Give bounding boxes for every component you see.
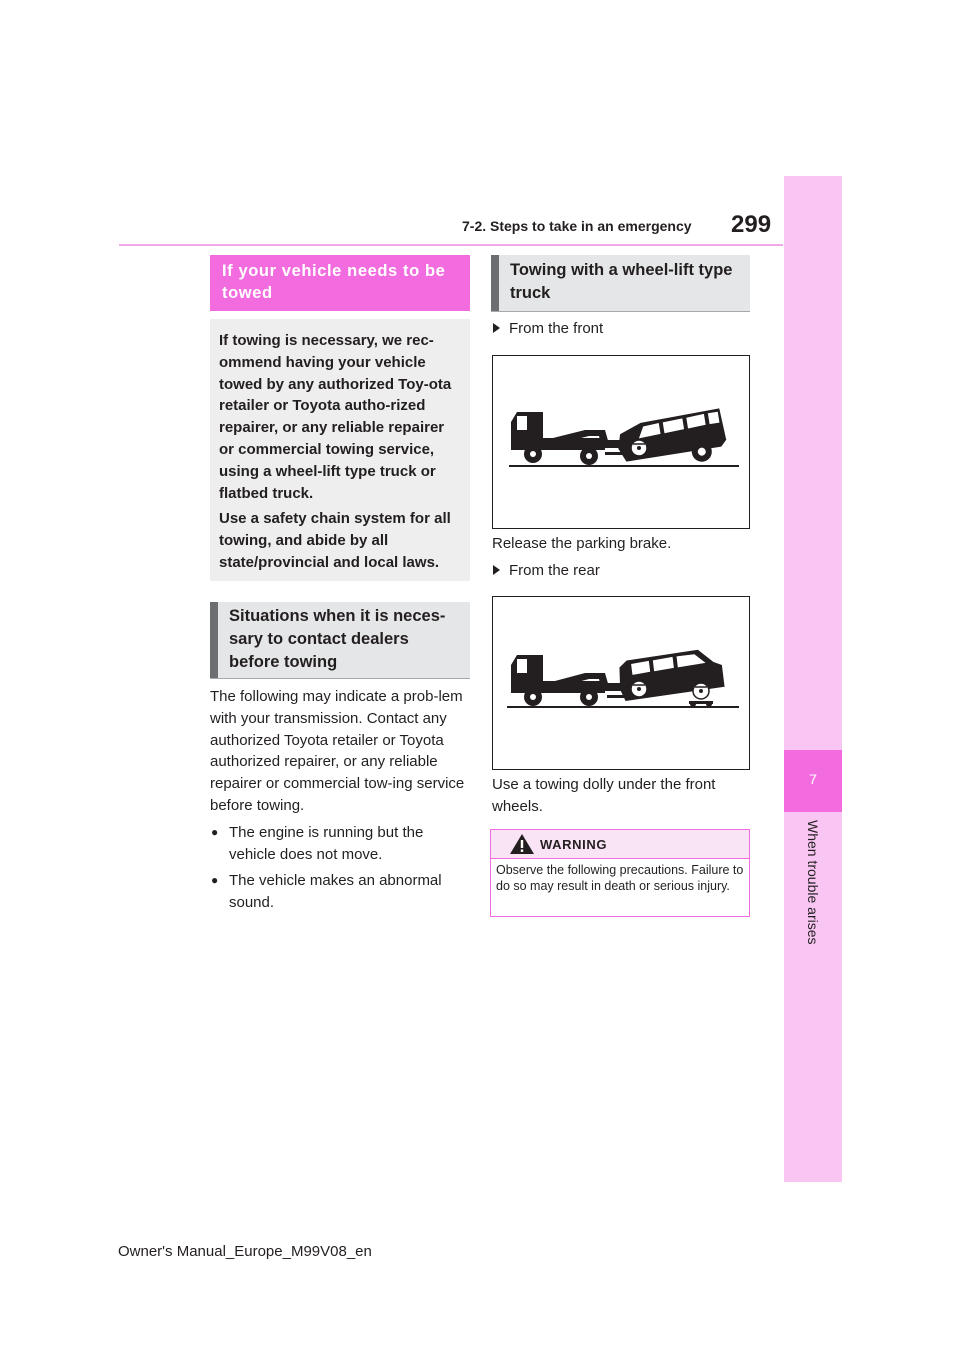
chapter-number: 7 bbox=[809, 771, 817, 787]
from-rear-label: From the rear bbox=[509, 562, 600, 579]
from-front-label: From the front bbox=[509, 320, 604, 337]
heading-situations-text: Situations when it is neces-sary to contact dealers before towing bbox=[229, 607, 446, 671]
heading-vehicle-towed bbox=[210, 255, 470, 311]
warning-header bbox=[491, 830, 749, 859]
transmission-intro-text: The following may indicate a prob-lem with your transmission. Contact any authorized Toyota retailer or Toyota authorized repairer, or any reliable repairer or commercial tow-ing service before towing. bbox=[210, 688, 465, 814]
list-item bbox=[211, 870, 461, 914]
towing-info-box bbox=[210, 319, 470, 581]
tow-front-illustration bbox=[493, 356, 749, 528]
info-paragraph-towing: If towing is necessary, we rec-ommend having your vehicle towed by any authorized Toy-ota retailer or Toyota autho-rized repairer, or any reliable repairer or commercial towing service, using a wheel-lift type truck or flatbed truck. bbox=[219, 332, 452, 502]
arrow-right-icon bbox=[493, 565, 500, 575]
heading-situations-contact-dealers bbox=[210, 602, 470, 678]
arrow-right-icon bbox=[493, 323, 500, 333]
warning-label: WARNING bbox=[540, 837, 608, 852]
heading-wheel-lift-towing bbox=[491, 255, 750, 311]
bullet-line: The vehicle makes an abnormal bbox=[229, 872, 442, 889]
chapter-side-tab bbox=[784, 176, 842, 1182]
warning-box bbox=[490, 829, 750, 917]
chapter-title-container bbox=[784, 820, 842, 960]
bullet-line: The engine is running but the bbox=[229, 824, 424, 841]
from-rear-note: Use a towing dolly under the front wheels. bbox=[492, 776, 716, 815]
section-title: 7-2. Steps to take in an emergency bbox=[462, 218, 692, 234]
bullet-dot-icon: ● bbox=[211, 873, 219, 887]
heading-wheel-lift-text: Towing with a wheel-lift type truck bbox=[510, 261, 733, 302]
heading-underline bbox=[491, 311, 750, 312]
subsection-from-front bbox=[493, 320, 603, 337]
from-front-note: Release the parking brake. bbox=[492, 535, 672, 552]
warning-triangle-icon bbox=[509, 833, 535, 855]
tow-rear-illustration bbox=[493, 597, 749, 769]
bullet-line: sound. bbox=[229, 894, 275, 911]
list-item bbox=[211, 822, 461, 866]
bullet-dot-icon: ● bbox=[211, 825, 219, 839]
warning-text: Observe the following precautions. Failure to do so may result in death or serious injury. bbox=[496, 863, 744, 893]
info-paragraph-safety-chain: Use a safety chain system for all towing, and abide by all state/provincial and local laws. bbox=[219, 510, 451, 571]
heading-underline bbox=[210, 678, 470, 679]
footer-manual-id: Owner's Manual_Europe_M99V08_en bbox=[118, 1243, 372, 1260]
page-number: 299 bbox=[731, 211, 772, 238]
header-divider bbox=[119, 244, 783, 246]
subsection-from-rear bbox=[493, 562, 600, 579]
figure-tow-from-front bbox=[492, 355, 750, 529]
bullet-line: vehicle does not move. bbox=[229, 846, 383, 863]
heading-vehicle-towed-text: If your vehicle needs to be towed bbox=[222, 262, 446, 302]
chapter-title: When trouble arises bbox=[805, 820, 821, 945]
figure-tow-from-rear bbox=[492, 596, 750, 770]
